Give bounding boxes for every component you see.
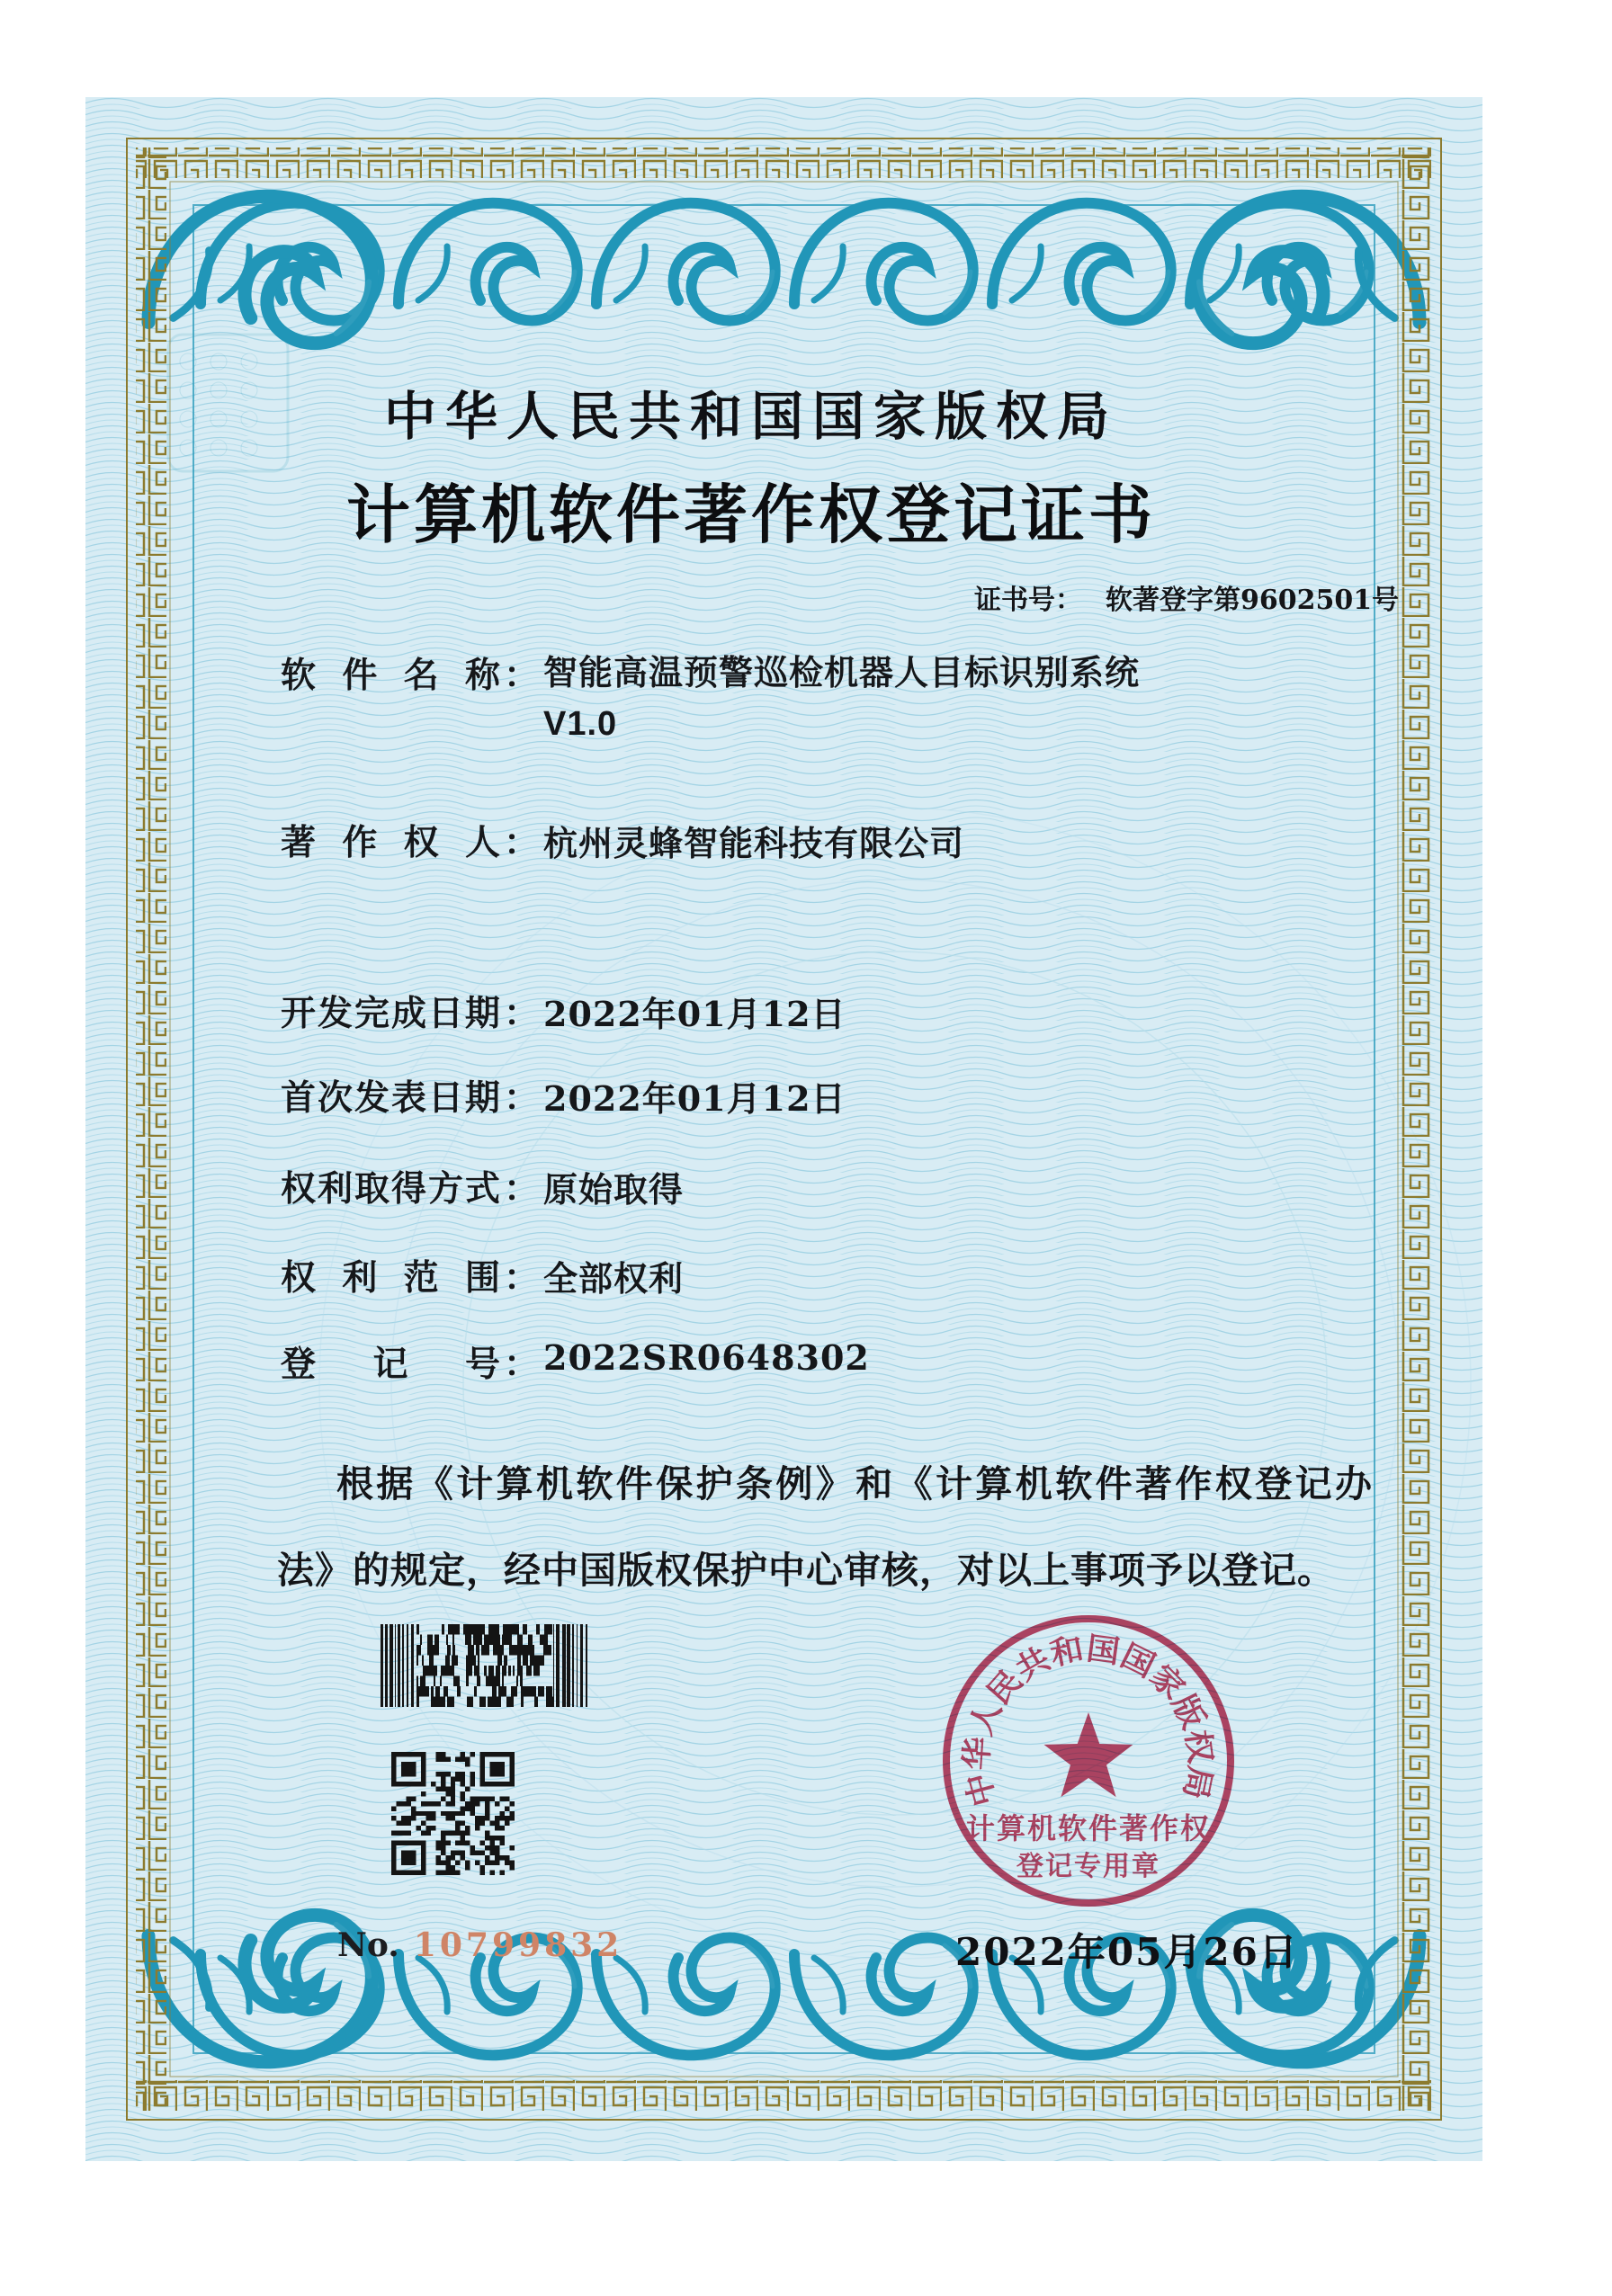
certificate-number-line	[974, 577, 1399, 617]
dev-complete-date: 2022年01月12日	[543, 994, 846, 1034]
software-name: 智能高温预警巡检机器人目标识别系统	[543, 655, 1141, 692]
certificate-title: 计算机软件著作权登记证书	[345, 477, 1156, 552]
copyright-owner: 杭州灵蜂智能科技有限公司	[543, 826, 965, 863]
field-colon: ：	[504, 995, 540, 1033]
field-colon: ：	[504, 1259, 540, 1298]
field-label: 登 记 号	[281, 1345, 500, 1384]
software-version: V1.0	[543, 705, 618, 743]
seal-ring-text: 中华人民共和国国家版权局	[959, 1630, 1218, 1810]
registration-statement: 根据《计算机软件保护条例》和《计算机软件著作权登记办法》的规定，经中国版权保护中心审核，对以上事项予以登记。	[277, 1463, 1373, 1591]
rights-scope: 全部权利	[543, 1261, 685, 1299]
serial-number-line	[337, 1926, 622, 1964]
seal-line2: 登记专用章	[1016, 1852, 1160, 1881]
field-label: 权 利 取 得 方 式	[281, 1170, 500, 1209]
field-colon: ：	[504, 1079, 540, 1118]
rights-acquisition: 原始取得	[543, 1172, 685, 1210]
star-icon	[1044, 1712, 1133, 1797]
field-colon: ：	[504, 1170, 540, 1209]
field-label: 著 作 权 人	[281, 824, 500, 862]
serial-number: 10799832	[413, 1926, 623, 1964]
field-label: 首 次 发 表 日 期	[281, 1079, 500, 1118]
field-label: 软 件 名 称	[281, 657, 500, 695]
certificate-paper	[85, 97, 1482, 2161]
field-label: 开 发 完 成 日 期	[281, 995, 500, 1033]
official-seal	[936, 1604, 1241, 1918]
field-value	[543, 648, 1281, 749]
seal-line1: 计算机软件著作权	[965, 1812, 1212, 1845]
qr-code-icon	[391, 1752, 515, 1875]
barcode-icon	[381, 1624, 587, 1707]
certificate-number-label: 证书号：	[974, 585, 1082, 615]
certificate-number-value: 软著登字第9602501号	[1106, 585, 1400, 616]
field-colon: ：	[504, 824, 540, 862]
field-colon: ：	[504, 657, 540, 695]
serial-prefix: No.	[337, 1926, 399, 1964]
first-publish-date: 2022年01月12日	[543, 1078, 846, 1119]
field-label: 权 利 范 围	[281, 1259, 500, 1298]
issuing-authority-title: 中华人民共和国国家版权局	[383, 388, 1118, 446]
registration-number: 2022SR0648302	[543, 1337, 870, 1378]
certificate-content	[85, 97, 1482, 2161]
issue-date: 2022年05月26日	[955, 1930, 1299, 1974]
field-colon: ：	[504, 1345, 540, 1384]
